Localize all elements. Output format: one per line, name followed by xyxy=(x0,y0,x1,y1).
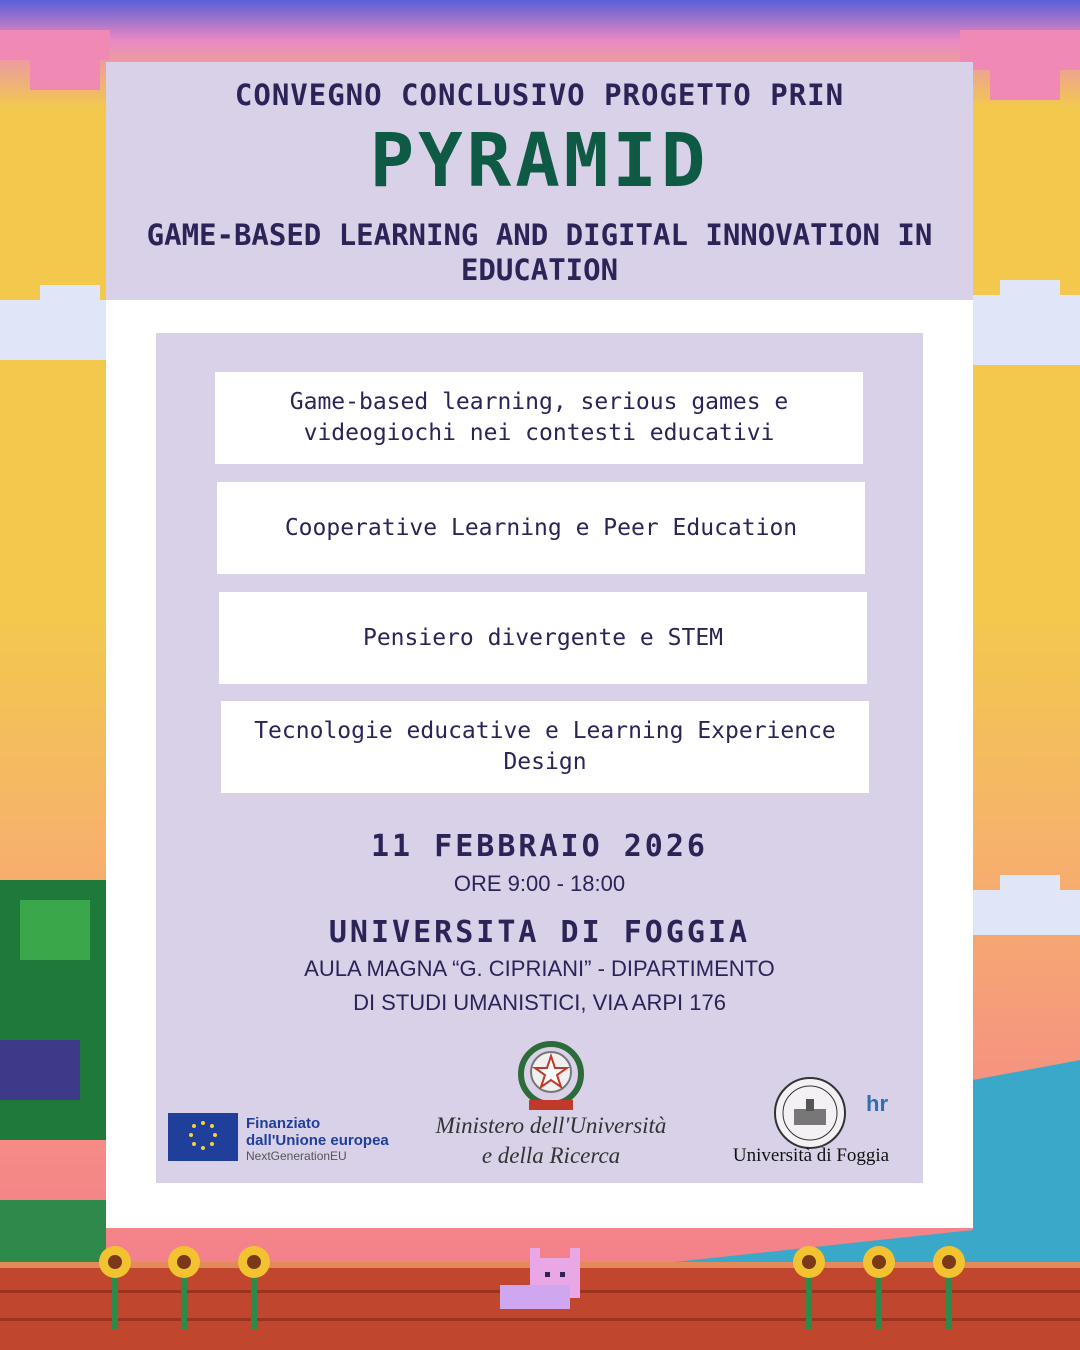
ministry-logo-text: Ministero dell'Università e della Ricerca xyxy=(435,1113,667,1168)
hill xyxy=(973,1060,1080,1270)
program-panel xyxy=(156,333,923,1183)
event-hours: ORE 9:00 - 18:00 xyxy=(453,871,626,896)
address-line: AULA MAGNA “G. CIPRIANI” - DIPARTIMENTO xyxy=(304,956,775,981)
topic-box: Game-based learning, serious games e videogiochi nei contesti educativi xyxy=(215,372,863,464)
topic-box: Cooperative Learning e Peer Education xyxy=(217,482,865,574)
header-banner xyxy=(106,62,973,300)
tree xyxy=(0,880,106,1140)
event-title: PYRAMID xyxy=(369,118,710,204)
university-name: Università di Foggia xyxy=(732,1145,890,1166)
topic-box: Tecnologie educative e Learning Experience Design xyxy=(221,701,869,793)
eu-flag-icon xyxy=(168,1113,238,1161)
italian-republic-emblem-icon xyxy=(516,1038,586,1116)
event-kicker: CONVEGNO CONCLUSIVO PROGETTO PRIN xyxy=(234,78,845,112)
event-venue: UNIVERSITA DI FOGGIA xyxy=(328,915,751,950)
hr-excellence-logo: hr xyxy=(866,1091,888,1116)
topic-box: Pensiero divergente e STEM xyxy=(219,592,867,684)
university-seal-icon xyxy=(772,1075,848,1151)
eu-funding-label: Finanziato dall'Unione europea NextGenerationEU xyxy=(246,1115,389,1163)
bush xyxy=(0,1200,106,1270)
event-date: 11 FEBBRAIO 2026 xyxy=(371,829,708,864)
address-line: DI STUDI UMANISTICI, VIA ARPI 176 xyxy=(353,990,726,1015)
event-card xyxy=(106,62,973,1228)
event-subtitle: GAME-BASED LEARNING AND DIGITAL INNOVATION IN EDUCATION xyxy=(146,218,933,287)
